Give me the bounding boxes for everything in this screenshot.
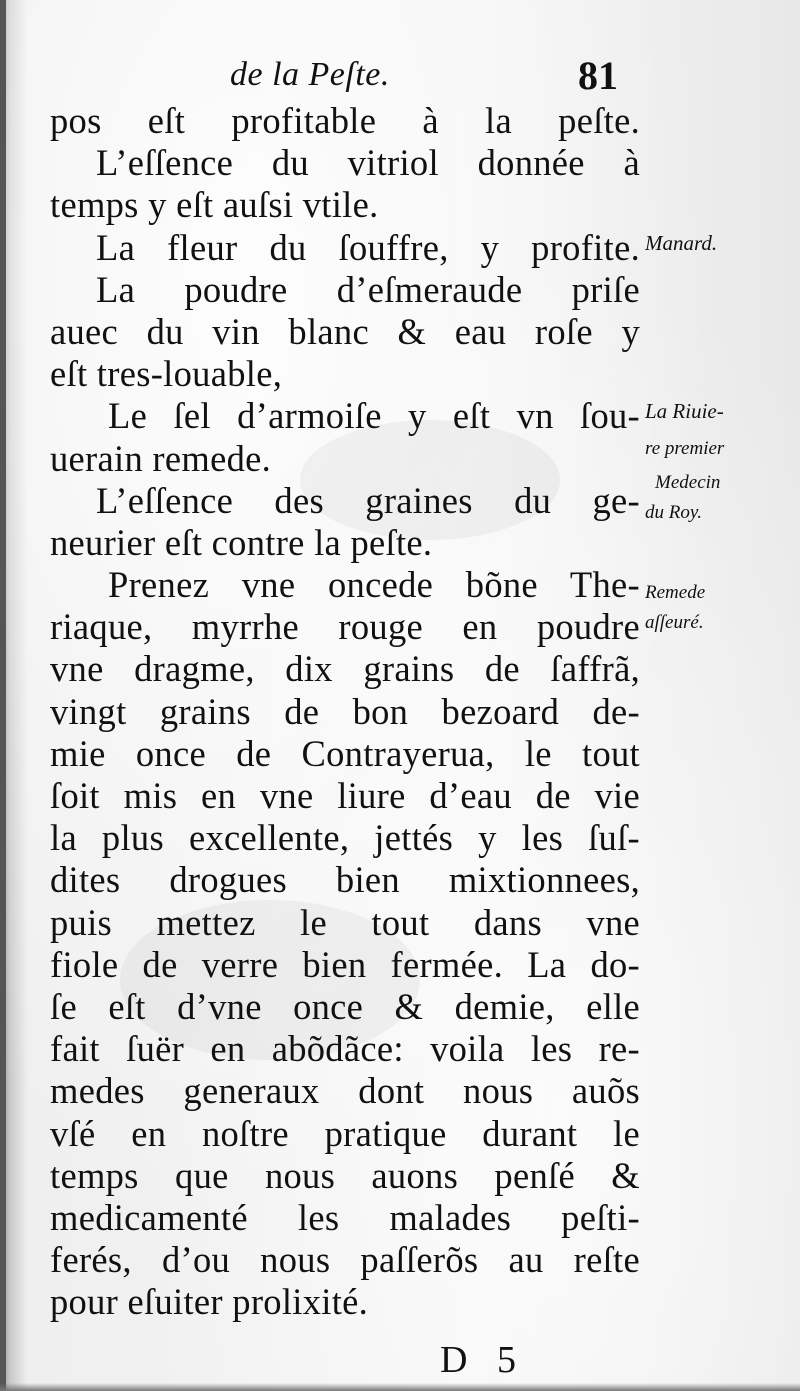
- text-line: Le ſel d’armoiſe y eſt vn ſou-: [108, 395, 640, 437]
- text-line: fait ſuër en abõdãce: voila les re-: [50, 1028, 640, 1070]
- body-text: [50, 100, 640, 1323]
- margin-note-riviere: re premier: [645, 438, 725, 459]
- margin-note-riviere: La Riuie-: [645, 399, 724, 423]
- text-line: medes generaux dont nous auõs: [50, 1070, 640, 1112]
- text-line: medicamenté les malades peſti-: [50, 1196, 640, 1238]
- text-line: pos eſt profitable à la peſte.: [50, 100, 640, 141]
- text-line: ſoit mis en vne liure d’eau de vie: [50, 775, 640, 816]
- text-line: temps y eſt auſsi vtile.: [50, 184, 379, 226]
- text-line: neurier eſt contre la peſte.: [50, 521, 433, 563]
- page-number: 81: [578, 53, 618, 98]
- margin-note-riviere: Medecin: [655, 472, 721, 493]
- text-line: temps que nous auons penſé &: [50, 1154, 640, 1196]
- text-line: La fleur du ſouffre, y profite.: [96, 226, 640, 268]
- running-head: de la Peſte.: [230, 56, 390, 93]
- text-line: la plus excellente, jettés y les ſuſ-: [50, 817, 640, 859]
- page-header: [0, 50, 800, 100]
- text-line: auec du vin blanc & eau roſe y: [50, 310, 640, 352]
- text-line: dites drogues bien mixtionnees,: [50, 859, 640, 901]
- text-line: uerain remede.: [50, 437, 272, 479]
- text-line: fiole de verre bien fermée. La do-: [50, 943, 640, 985]
- signature-mark: D 5: [440, 1339, 526, 1381]
- text-line: L’eſſence des graines du ge-: [96, 479, 640, 521]
- text-line: eſt tres-louable,: [50, 353, 283, 395]
- page-bottom-shadow: [0, 1383, 800, 1391]
- text-line: vne dragme, dix grains de ſaffrã,: [50, 648, 640, 690]
- margin-note-riviere: du Roy.: [645, 502, 702, 523]
- text-line: ſe eſt d’vne once & demie, elle: [50, 985, 640, 1027]
- text-line: puis mettez le tout dans vne: [50, 901, 640, 943]
- text-line: L’eſſence du vitriol donnée à: [96, 142, 640, 184]
- page-gutter-shadow: [0, 0, 6, 1391]
- text-line: Prenez vne oncede bõne The-: [108, 564, 640, 606]
- margin-note-remede: Remede: [645, 582, 706, 603]
- text-line: mie once de Contrayerua, le tout: [50, 732, 640, 774]
- text-line: riaque, myrrhe rouge en poudre: [50, 606, 640, 648]
- text-line: ferés, d’ou nous paſſerõs au reſte: [50, 1239, 640, 1281]
- margin-note-remede: aſſeuré.: [645, 612, 704, 633]
- text-line: pour eſuiter prolixité.: [50, 1281, 369, 1323]
- text-line: vingt grains de bon bezoard de-: [50, 690, 640, 732]
- text-line: La poudre d’eſmeraude priſe: [96, 268, 640, 310]
- text-line: vſé en noſtre pratique durant le: [50, 1112, 640, 1154]
- margin-note-manard: Manard.: [645, 231, 718, 255]
